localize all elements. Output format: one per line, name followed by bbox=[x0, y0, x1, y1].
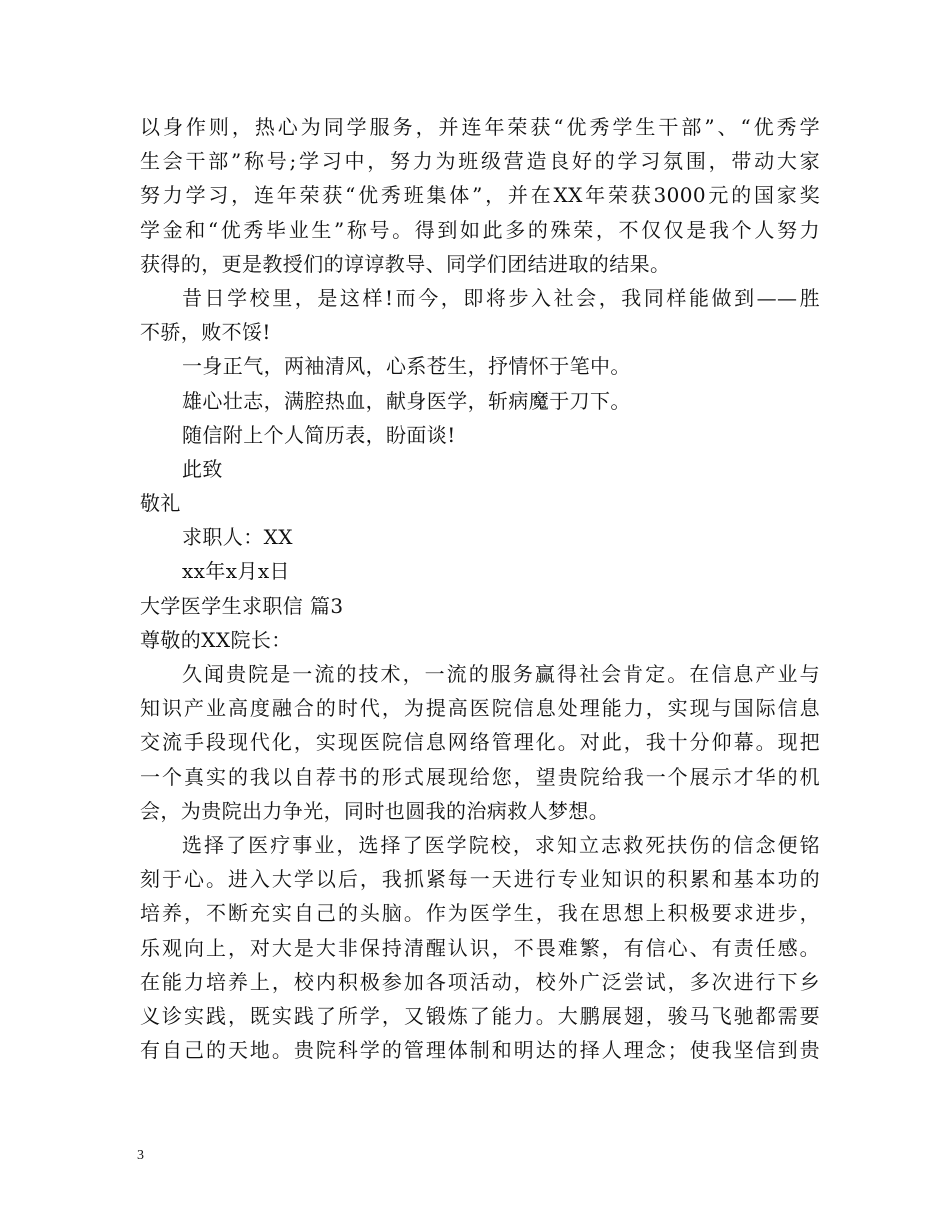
paragraph-start-line: 昔日学校里，是这样!而今，即将步入社会，我同样能做到——胜 bbox=[182, 285, 820, 310]
text-line: 一个真实的我以自荐书的形式展现给您，望贵院给我一个展示才华的机 bbox=[140, 764, 820, 789]
applicant-line: 求职人：XX bbox=[182, 525, 293, 550]
text-line: 乐观向上，对大是大非保持清醒认识，不畏难繁，有信心、有责任感。 bbox=[140, 935, 820, 960]
text-line: 有自己的天地。贵院科学的管理体制和明达的择人理念；使我坚信到贵 bbox=[140, 1038, 820, 1063]
text-line: 以身作则，热心为同学服务，并连年荣获“优秀学生干部”、“优秀学 bbox=[140, 115, 820, 139]
closing-phrase: 此致 bbox=[182, 456, 223, 481]
greeting-line: 尊敬的XX院长： bbox=[140, 627, 292, 652]
text-line: 刻于心。进入大学以后，我抓紧每一天进行专业知识的积累和基本功的 bbox=[140, 867, 820, 892]
section-heading: 大学医学生求职信 篇3 bbox=[140, 593, 344, 618]
paragraph-start-line: 久闻贵院是一流的技术，一流的服务赢得社会肯定。在信息产业与 bbox=[182, 662, 820, 686]
text-line: 交流手段现代化，实现医院信息网络管理化。对此，我十分仰幕。现把 bbox=[140, 730, 820, 755]
text-line: 会，为贵院出力争光，同时也圆我的治病救人梦想。 bbox=[140, 798, 610, 823]
salutation-line: 敬礼 bbox=[140, 491, 181, 516]
paragraph-line: 随信附上个人简历表，盼面谈! bbox=[182, 422, 456, 447]
paragraph-line: 雄心壮志，满腔热血，献身医学，斩病魔于刀下。 bbox=[182, 388, 631, 413]
page-number: 3 bbox=[137, 1148, 144, 1163]
text-line: 培养，不断充实自己的头脑。作为医学生，我在思想上积极要求进步， bbox=[140, 901, 820, 926]
document-body bbox=[140, 110, 820, 1067]
paragraph-line: 一身正气，两袖清风，心系苍生，抒情怀于笔中。 bbox=[182, 354, 631, 379]
text-line: 获得的，更是教授们的谆谆教导、同学们团结进取的结果。 bbox=[140, 251, 671, 276]
text-line: 学金和“优秀毕业生”称号。得到如此多的殊荣，不仅仅是我个人努力 bbox=[140, 217, 820, 242]
text-line: 不骄，败不馁! bbox=[140, 320, 271, 345]
text-line: 知识产业高度融合的时代，为提高医院信息处理能力，实现与国际信息 bbox=[140, 696, 820, 721]
paragraph-start-line: 选择了医疗事业，选择了医学院校，求知立志救死扶伤的信念便铭 bbox=[182, 832, 820, 857]
text-line: 努力学习，连年荣获“优秀班集体”，并在XX年荣获3000元的国家奖 bbox=[140, 183, 820, 208]
text-line: 生会干部”称号;学习中，努力为班级营造良好的学习氛围，带动大家 bbox=[140, 149, 820, 174]
text-line: 在能力培养上，校内积极参加各项活动，校外广泛尝试，多次进行下乡 bbox=[140, 969, 820, 994]
text-line: 义诊实践，既实践了所学，又锻炼了能力。大鹏展翅，骏马飞驰都需要 bbox=[140, 1003, 820, 1028]
date-line: xx年x月x日 bbox=[182, 559, 290, 584]
